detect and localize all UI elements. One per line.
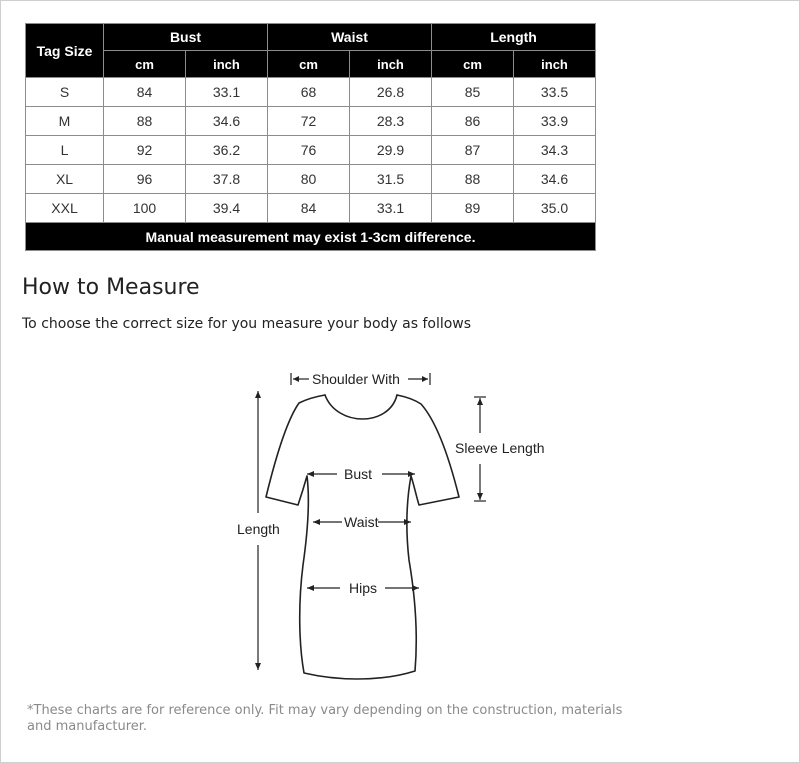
size-cell: XXL	[26, 194, 104, 223]
table-row	[26, 165, 596, 194]
unit-header: cm	[432, 51, 514, 78]
table-cell: 39.4	[186, 194, 268, 223]
table-row	[26, 78, 596, 107]
table-cell: 31.5	[350, 165, 432, 194]
size-cell: XL	[26, 165, 104, 194]
unit-header-row	[26, 51, 596, 78]
table-cell: 33.5	[514, 78, 596, 107]
length-label: Length	[237, 521, 280, 537]
how-to-measure-subtitle: To choose the correct size for you measure your body as follows	[22, 316, 472, 332]
waist-header: Waist	[268, 24, 432, 51]
reference-footnote: *These charts are for reference only. Fit may vary depending on the construction, materials and manufacturer.	[27, 703, 623, 734]
table-cell: 96	[104, 165, 186, 194]
table-cell: 88	[432, 165, 514, 194]
table-cell: 36.2	[186, 136, 268, 165]
table-cell: 80	[268, 165, 350, 194]
table-cell: 84	[104, 78, 186, 107]
measurement-diagram	[225, 365, 545, 685]
how-to-measure-title: How to Measure	[22, 275, 200, 300]
table-cell: 68	[268, 78, 350, 107]
waist-label: Waist	[344, 514, 379, 530]
table-cell: 28.3	[350, 107, 432, 136]
table-cell: 76	[268, 136, 350, 165]
tag-size-header: Tag Size	[26, 24, 104, 78]
table-note-row	[26, 223, 596, 251]
table-cell: 34.6	[514, 165, 596, 194]
table-cell: 34.6	[186, 107, 268, 136]
table-cell: 92	[104, 136, 186, 165]
unit-header: cm	[104, 51, 186, 78]
unit-header: inch	[186, 51, 268, 78]
table-cell: 87	[432, 136, 514, 165]
table-cell: 100	[104, 194, 186, 223]
table-cell: 86	[432, 107, 514, 136]
table-cell: 26.8	[350, 78, 432, 107]
table-cell: 88	[104, 107, 186, 136]
table-row	[26, 194, 596, 223]
shoulder-label: Shoulder With	[312, 371, 400, 387]
table-cell: 72	[268, 107, 350, 136]
size-cell: S	[26, 78, 104, 107]
unit-header: inch	[514, 51, 596, 78]
table-cell: 34.3	[514, 136, 596, 165]
table-cell: 33.1	[350, 194, 432, 223]
dress-outline	[266, 395, 459, 679]
table-cell: 35.0	[514, 194, 596, 223]
unit-header: inch	[350, 51, 432, 78]
unit-header: cm	[268, 51, 350, 78]
table-row	[26, 136, 596, 165]
size-cell: L	[26, 136, 104, 165]
table-header-row	[26, 24, 596, 51]
sleeve-length-label: Sleeve Length	[455, 440, 545, 456]
size-chart-table	[25, 23, 596, 251]
table-cell: 89	[432, 194, 514, 223]
table-cell: 33.1	[186, 78, 268, 107]
table-cell: 84	[268, 194, 350, 223]
bust-header: Bust	[104, 24, 268, 51]
table-cell: 29.9	[350, 136, 432, 165]
bust-label: Bust	[344, 466, 373, 482]
table-cell: 33.9	[514, 107, 596, 136]
table-cell: 85	[432, 78, 514, 107]
table-row	[26, 107, 596, 136]
table-cell: 37.8	[186, 165, 268, 194]
length-header: Length	[432, 24, 596, 51]
measurement-note: Manual measurement may exist 1-3cm difference.	[26, 223, 596, 251]
size-cell: M	[26, 107, 104, 136]
hips-label: Hips	[349, 580, 378, 596]
